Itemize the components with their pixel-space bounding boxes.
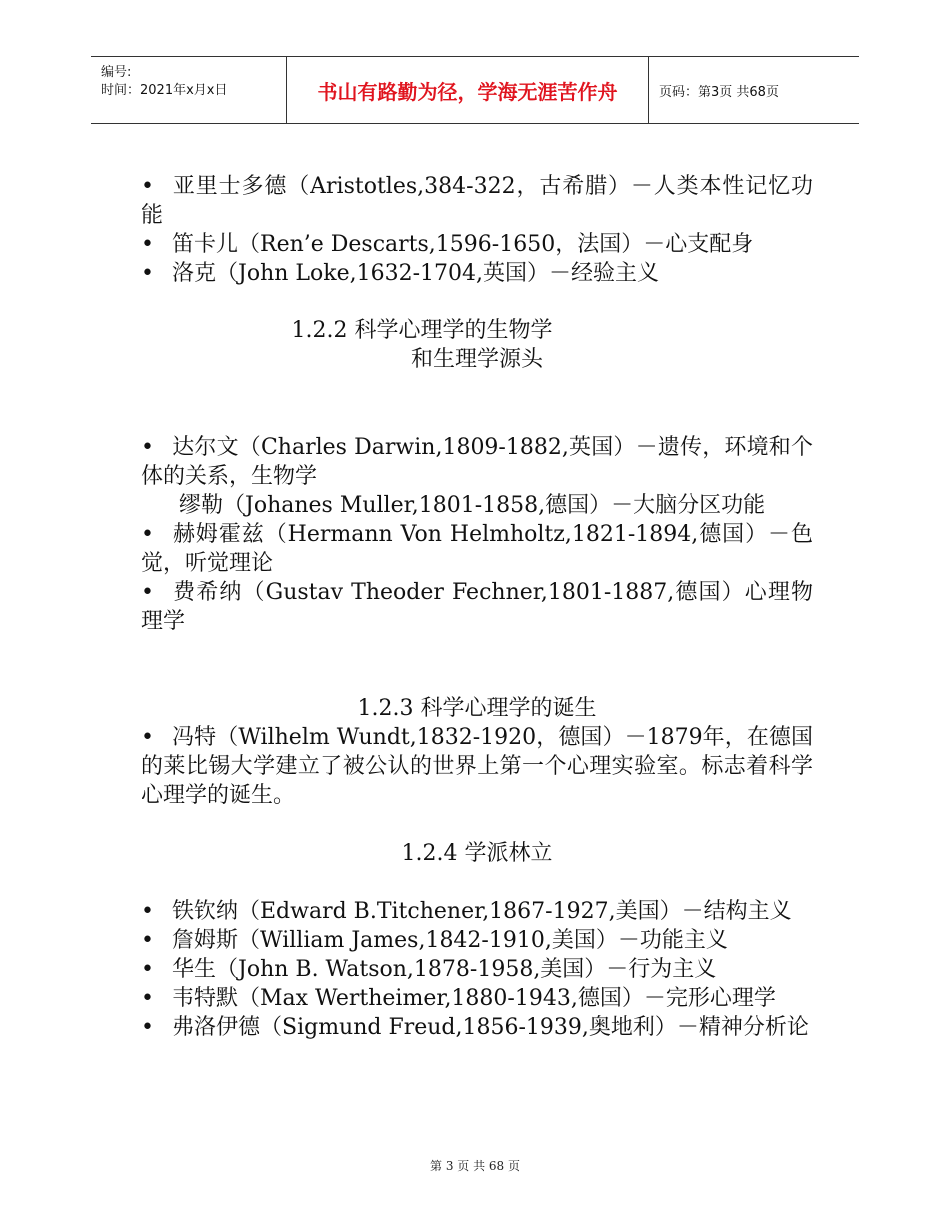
section-heading: 1.2.2 科学心理学的生物学 [291, 318, 553, 343]
list-item-text: 达尔文（Charles Darwin,1809-1882,英国）－遗传，环境和个体的关系，生物学 [141, 435, 813, 489]
list-item-text: 洛克（John Loke,1632-1704,英国）－经验主义 [172, 261, 659, 286]
section-heading: 1.2.4 学派林立 [401, 841, 553, 866]
list-item [141, 926, 813, 955]
list-item [141, 433, 813, 491]
list-item-text: 费希纳（Gustav Theoder Fechner,1801-1887,德国）心理物理学 [141, 580, 813, 634]
list-item-text: 铁钦纳（Edward B.Titchener,1867-1927,美国）－结构主义 [172, 899, 792, 924]
bullet-icon: • [141, 435, 154, 460]
bullet-icon: • [141, 957, 154, 982]
list-item-text: 缪勒（Johanes Muller,1801-1858,德国）－大脑分区功能 [179, 493, 766, 518]
bullet-icon: • [141, 1015, 154, 1040]
list-item-text: 亚里士多德（Aristotles,384-322，古希腊）－人类本性记忆功能 [141, 174, 813, 228]
list-item [141, 578, 813, 636]
section-heading: 1.2.3 科学心理学的诞生 [357, 696, 597, 721]
list-item-text: 弗洛伊德（Sigmund Freud,1856-1939,奥地利）－精神分析论 [172, 1015, 809, 1040]
page-header [91, 56, 859, 124]
list-item-text: 赫姆霍兹（Hermann Von Helmholtz,1821-1894,德国）－色觉，听觉理论 [141, 522, 813, 576]
bullet-icon: • [141, 174, 154, 199]
list-item [141, 230, 813, 259]
bullet-icon: • [141, 899, 154, 924]
list-item-text: 笛卡儿（Ren’e Descarts,1596-1650，法国）－心支配身 [172, 232, 754, 257]
header-motto: 书山有路勤为径，学海无涯苦作舟 [317, 79, 618, 104]
bullet-icon: • [141, 986, 154, 1011]
header-page-info: 页码：第3页 共68页 [659, 84, 779, 100]
bullet-icon: • [141, 261, 154, 286]
bullet-icon: • [141, 580, 154, 605]
list-item [141, 723, 813, 810]
list-item [141, 897, 813, 926]
list-item-text: 詹姆斯（William James,1842-1910,美国）－功能主义 [172, 928, 728, 953]
list-item-text: 韦特默（Max Wertheimer,1880-1943,德国）－完形心理学 [172, 986, 776, 1011]
list-item [141, 491, 813, 520]
header-meta [91, 57, 286, 123]
bullet-icon: • [141, 232, 154, 257]
list-item-text: 冯特（Wilhelm Wundt,1832-1920，德国）－1879年，在德国的莱比锡大学建立了被公认的世界上第一个心理实验室。标志着科学心理学的诞生。 [141, 725, 813, 808]
list-item [141, 984, 813, 1013]
list-item [141, 172, 813, 230]
list-item [141, 520, 813, 578]
list-item [141, 259, 813, 288]
bullet-icon: • [141, 725, 154, 750]
section-heading-continued: 和生理学源头 [410, 347, 543, 372]
list-item-text: 华生（John B. Watson,1878-1958,美国）－行为主义 [172, 957, 717, 982]
list-item [141, 1013, 813, 1042]
document-time-label: 时间：2021年x月x日 [101, 83, 228, 98]
list-item [141, 955, 813, 984]
document-number-label: 编号: [101, 65, 132, 80]
bullet-icon: • [141, 522, 154, 547]
page-footer: 第 3 页 共 68 页 [430, 1159, 520, 1173]
bullet-icon: • [141, 928, 154, 953]
document-body [141, 172, 813, 1042]
